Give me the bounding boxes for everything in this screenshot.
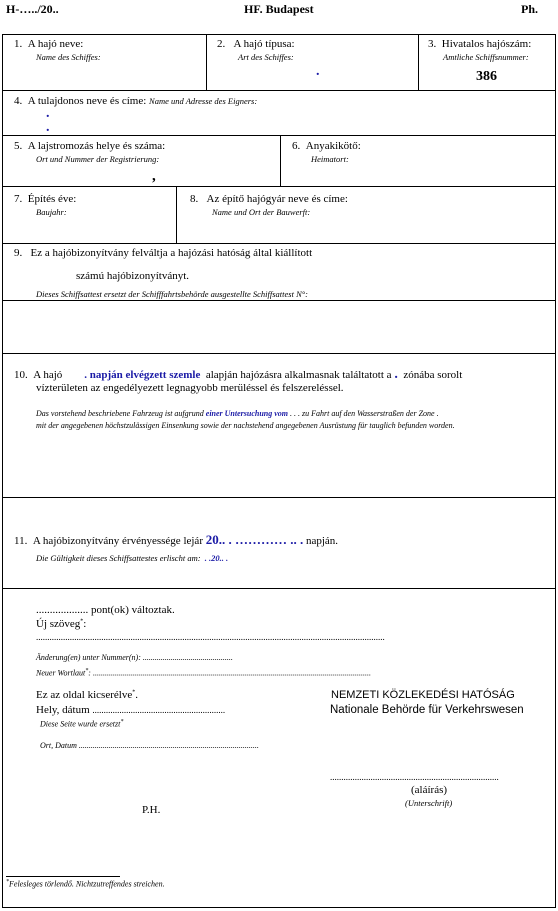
field-shipyard-de: Name und Ort der Bauwerft: [212, 207, 311, 217]
field-inspection-de-line2: mit der angegebenen höchstzulässigen Einsenkung sowie der nachstehend angegebenen Ausrüstung für tauglich befunden worden. [36, 421, 455, 430]
field-shipyard: 8. Az építő hajógyár neve és címe: [190, 193, 348, 205]
page-replaced-de: Diese Seite wurde ersetzt* [40, 719, 124, 729]
field-owner: 4. A tulajdonos neve és címe: Name und Adresse des Eigners: [14, 95, 258, 107]
signature-line: ........................................................................... [330, 772, 499, 782]
field-inspection-de-line1: Das vorstehend beschriebene Fahrzeug ist aufgrund einer Untersuchung vom . . . zu Fahrt auf den Wasserstraßen der Zone . [36, 409, 439, 418]
page-replaced: Ez az oldal kicserélve*. [36, 689, 138, 701]
field-inspection-line2: vízterületen az engedélyezett legnagyobb merüléssel és felszereléssel. [36, 382, 344, 394]
issuing-office: HF. Budapest [244, 2, 314, 16]
field-registration: 5. A lajstromozás helye és száma: [14, 140, 166, 152]
field-home-port: 6. Anyakikötő: [292, 140, 361, 152]
registration-value: , [152, 168, 156, 184]
footnote-separator [6, 876, 120, 877]
field-ship-name-de: Name des Schiffes: [36, 52, 101, 62]
stamp-place: P.H. [142, 804, 161, 816]
field-home-port-de: Heimatort: [311, 154, 349, 164]
field-validity: 11. A hajóbizonyítvány érvényessége lejár 20.. . ………… .. . napján. [14, 532, 339, 547]
field-replaces-certificate: 9. Ez a hajóbizonyítvány felváltja a hajózási hatóság által kiállított [14, 247, 313, 259]
field-validity-de: Die Gültigkeit dieses Schiffsattestes erlischt am: . .20.. . [36, 553, 229, 563]
signature-label-de: (Unterschrift) [405, 798, 453, 808]
place-date-de: Ort, Datum .......................................................................................... [40, 741, 259, 750]
document-number: H-…../20.. [6, 2, 59, 16]
owner-value-2: . [46, 120, 50, 135]
new-text-dotted-line: ........................................................................................................................................................... [36, 632, 385, 642]
field-inspection: 10. A hajó . napján elvégzett szemle alapján hajózásra alkalmasnak találtatott a . zónába sorolt [14, 367, 463, 382]
field-ship-type-de: Art des Schiffes: [238, 52, 294, 62]
ship-type-value: . [316, 64, 320, 79]
official-number-value: 386 [476, 69, 497, 84]
new-text-label: Új szöveg*: [36, 618, 87, 630]
field-ship-type: 2. A hajó típusa: [217, 38, 295, 50]
signature-label: (aláírás) [411, 784, 448, 796]
field-ship-name: 1. A hajó neve: [14, 38, 84, 50]
changed-points: ................... pont(ok) változtak. [36, 604, 175, 616]
field-replaces-certificate-de: Dieses Schiffsattest ersetzt der Schifffahrtsbehörde ausgestellte Schiffsattest N°: [36, 289, 308, 299]
owner-value-1: . [46, 106, 50, 121]
field-official-number-de: Amtliche Schiffsnummer: [443, 52, 529, 62]
field-registration-de: Ort und Nummer der Registrierung: [36, 154, 160, 164]
changes-numbers-de: Änderung(en) unter Nummer(n): ............................................. [36, 653, 233, 662]
field-official-number: 3. Hivatalos hajószám: [428, 38, 532, 50]
header-stamp-mark: Ph. [521, 2, 539, 16]
authority-name-de: Nationale Behörde für Verkehrswesen [330, 704, 524, 716]
footnote: *Felesleges törlendő. Nichtzutreffendes streichen. [6, 879, 165, 889]
new-wording-de: Neuer Wortlaut*: ........................................................................................................................................... [36, 668, 371, 678]
place-date: Hely, dátum ........................................................... [36, 704, 226, 716]
field-build-year-de: Baujahr: [36, 207, 67, 217]
field-build-year: 7. Építés éve: [14, 193, 77, 205]
field-replaces-certificate-line2: számú hajóbizonyítványt. [76, 270, 190, 282]
authority-name: NEMZETI KÖZLEKEDÉSI HATÓSÁG [331, 689, 515, 701]
